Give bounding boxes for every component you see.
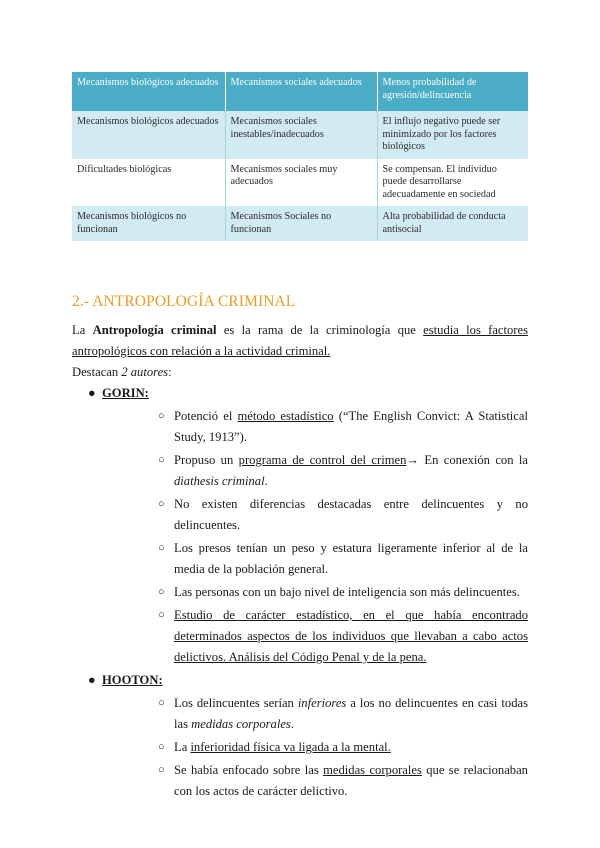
bullet-icon: ●	[88, 386, 96, 400]
text-span: .	[264, 474, 268, 488]
text-span: medidas corporales	[323, 763, 422, 777]
text-span: Propuso un	[174, 453, 239, 467]
text-span: Los delincuentes serían	[174, 696, 298, 710]
text-span: → En conexión con la	[406, 453, 528, 467]
circle-bullet-icon: ○	[158, 741, 165, 753]
comparison-table	[72, 72, 528, 241]
text-span: que se relacionaban con los actos de carácter delictivo.	[174, 763, 528, 798]
authors-list	[72, 383, 528, 802]
text-span: .	[290, 717, 294, 731]
list-item	[102, 538, 528, 580]
table-cell: Mecanismos biológicos adecuados	[72, 111, 225, 159]
intro-paragraph	[72, 320, 528, 362]
author-name: GORIN:	[102, 386, 149, 400]
section-heading: 2.- ANTROPOLOGÍA CRIMINAL	[72, 293, 296, 310]
intro-text: es la rama de la criminología que	[216, 323, 424, 337]
table-row	[72, 206, 528, 241]
bullet-icon: ●	[88, 673, 96, 687]
circle-bullet-icon: ○	[158, 542, 165, 554]
list-item	[102, 693, 528, 735]
author-name: HOOTON:	[102, 673, 163, 687]
document-page	[72, 72, 528, 804]
author-item-gorin	[72, 383, 528, 668]
circle-bullet-icon: ○	[158, 410, 165, 422]
table-cell: Alta probabilidad de conducta antisocial	[377, 206, 528, 241]
list-item	[102, 582, 528, 603]
table-header-cell: Menos probabilidad de agresión/delincuencia	[377, 72, 528, 111]
list-item	[102, 450, 528, 492]
circle-bullet-icon: ○	[158, 454, 165, 466]
text-span: método estadístico	[237, 409, 334, 423]
list-item	[102, 605, 528, 668]
circle-bullet-icon: ○	[158, 609, 165, 621]
table-cell: Mecanismos sociales muy adecuados	[225, 159, 377, 207]
circle-bullet-icon: ○	[158, 697, 165, 709]
table-row	[72, 111, 528, 159]
intro-definition: estudia los factores antropológicos con relación a la actividad criminal.	[72, 323, 528, 358]
text-span: No existen diferencias destacadas entre delincuentes y no delincuentes.	[174, 497, 528, 532]
table-cell: Mecanismos sociales inestables/inadecuados	[225, 111, 377, 159]
table-cell: Se compensan. El individuo puede desarrollarse adecuadamente en sociedad	[377, 159, 528, 207]
table-header-cell: Mecanismos biológicos adecuados	[72, 72, 225, 111]
table-header-cell: Mecanismos sociales adecuados	[225, 72, 377, 111]
circle-bullet-icon: ○	[158, 586, 165, 598]
text-span: diathesis criminal	[174, 474, 265, 488]
text-span: Potenció el	[174, 409, 238, 423]
authors-intro-text: Destacan	[72, 365, 122, 379]
list-item	[102, 494, 528, 536]
table-cell: Mecanismos biológicos no funcionan	[72, 206, 225, 241]
table-cell: El influjo negativo puede ser minimizado por los factores biológicos	[377, 111, 528, 159]
author-points	[102, 693, 528, 802]
author-item-hooton	[72, 670, 528, 802]
list-item	[102, 760, 528, 802]
text-span: inferioridad física va ligada a la mental.	[190, 740, 391, 754]
text-span: Se había enfocado sobre las	[174, 763, 324, 777]
circle-bullet-icon: ○	[158, 764, 165, 776]
text-span: Las personas con un bajo nivel de inteligencia son más delincuentes.	[174, 585, 520, 599]
authors-count: 2 autores	[121, 365, 169, 379]
text-span: a los no delincuentes en casi todas las	[174, 696, 528, 731]
table-row	[72, 159, 528, 207]
text-span: programa de control del crimen	[238, 453, 407, 467]
text-span: Estudio de carácter estadístico, en el que había encontrado determinados aspectos de los individuos que llevaban a cabo actos delictivos. Análisis del Código Penal y de la pena.	[174, 608, 528, 664]
text-span: Los presos tenían un peso y estatura ligeramente inferior al de la media de la población general.	[174, 541, 528, 576]
text-span: (“The English Convict: A Statistical Study, 1913”).	[174, 409, 528, 444]
authors-intro-colon: :	[168, 365, 172, 379]
text-span: La	[174, 740, 191, 754]
circle-bullet-icon: ○	[158, 498, 165, 510]
intro-term: Antropología criminal	[92, 323, 217, 337]
list-item	[102, 737, 528, 758]
table-header-row	[72, 72, 528, 111]
text-span: inferiores	[297, 696, 347, 710]
list-item	[102, 406, 528, 448]
table-cell: Mecanismos Sociales no funcionan	[225, 206, 377, 241]
text-span: medidas corporales	[191, 717, 291, 731]
table-cell: Dificultades biológicas	[72, 159, 225, 207]
authors-intro	[72, 362, 528, 383]
intro-text: La	[72, 323, 93, 337]
author-points	[102, 406, 528, 668]
